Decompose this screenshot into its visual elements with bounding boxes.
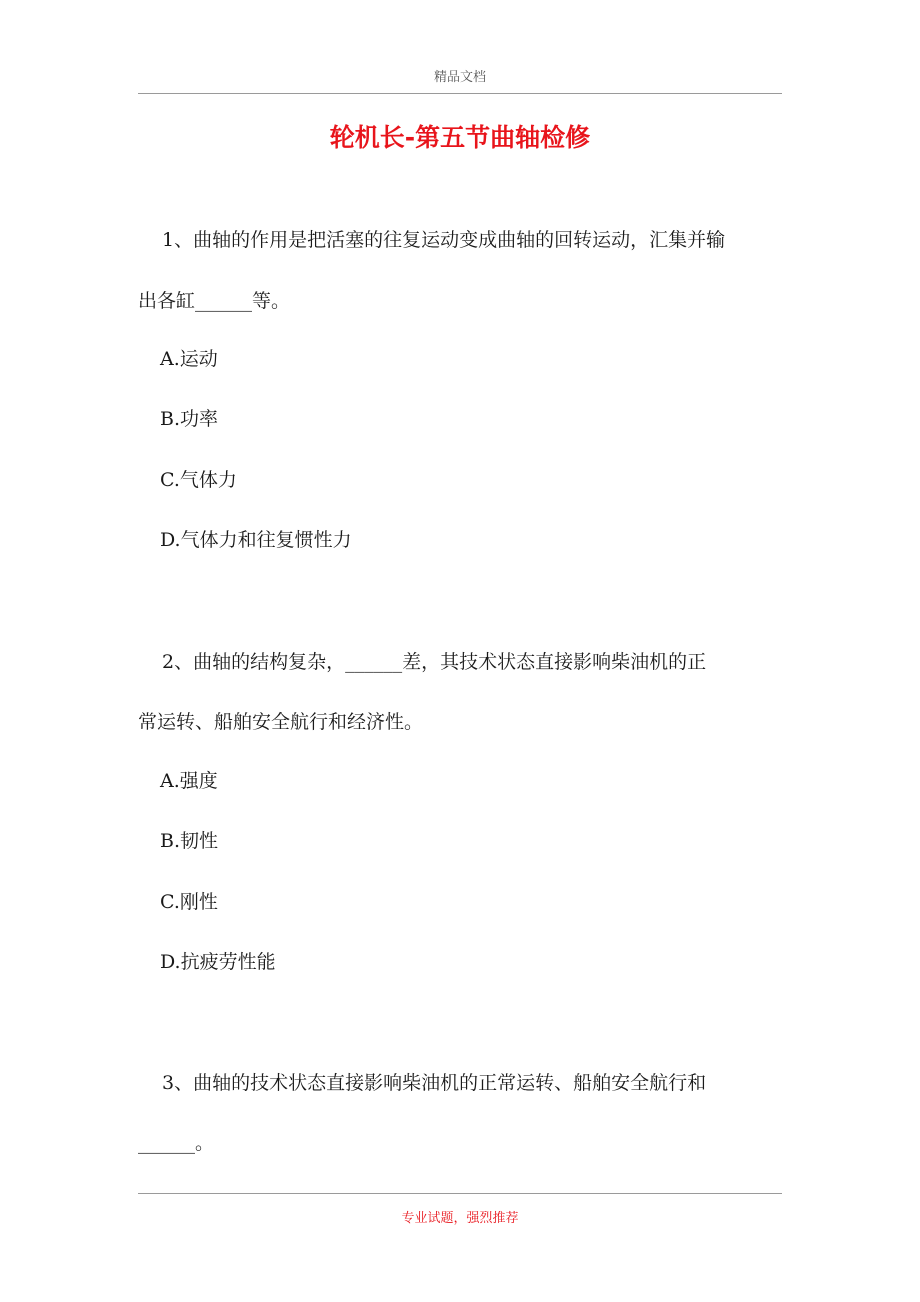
question-text: 3、曲轴的技术状态直接影响柴油机的正常运转、船舶安全航行和 — [162, 1072, 707, 1094]
question-text-continued: 出各缸______等。 — [138, 290, 291, 312]
header-text: 精品文档 — [433, 70, 486, 85]
option-b: B.功率 — [160, 408, 219, 430]
footer-divider — [138, 1193, 782, 1194]
option-c: C.刚性 — [160, 891, 218, 913]
option-b: B.韧性 — [160, 830, 219, 852]
question-text: 1、曲轴的作用是把活塞的往复运动变成曲轴的回转运动，汇集并输 — [162, 229, 726, 251]
option-a: A.运动 — [160, 348, 218, 370]
option-d: D.抗疲劳性能 — [160, 951, 276, 973]
option-a: A.强度 — [160, 770, 218, 792]
option-c: C.气体力 — [160, 469, 237, 491]
question-text-continued: ______。 — [138, 1132, 215, 1154]
footer-text: 专业试题，强烈推荐 — [401, 1211, 519, 1226]
question-text-continued: 常运转、船舶安全航行和经济性。 — [138, 711, 424, 733]
option-d: D.气体力和往复惯性力 — [160, 529, 352, 551]
document-title: 轮机长-第五节曲轴检修 — [329, 123, 591, 152]
question-text: 2、曲轴的结构复杂，______差，其技术状态直接影响柴油机的正 — [162, 651, 707, 673]
header-divider — [138, 93, 782, 94]
